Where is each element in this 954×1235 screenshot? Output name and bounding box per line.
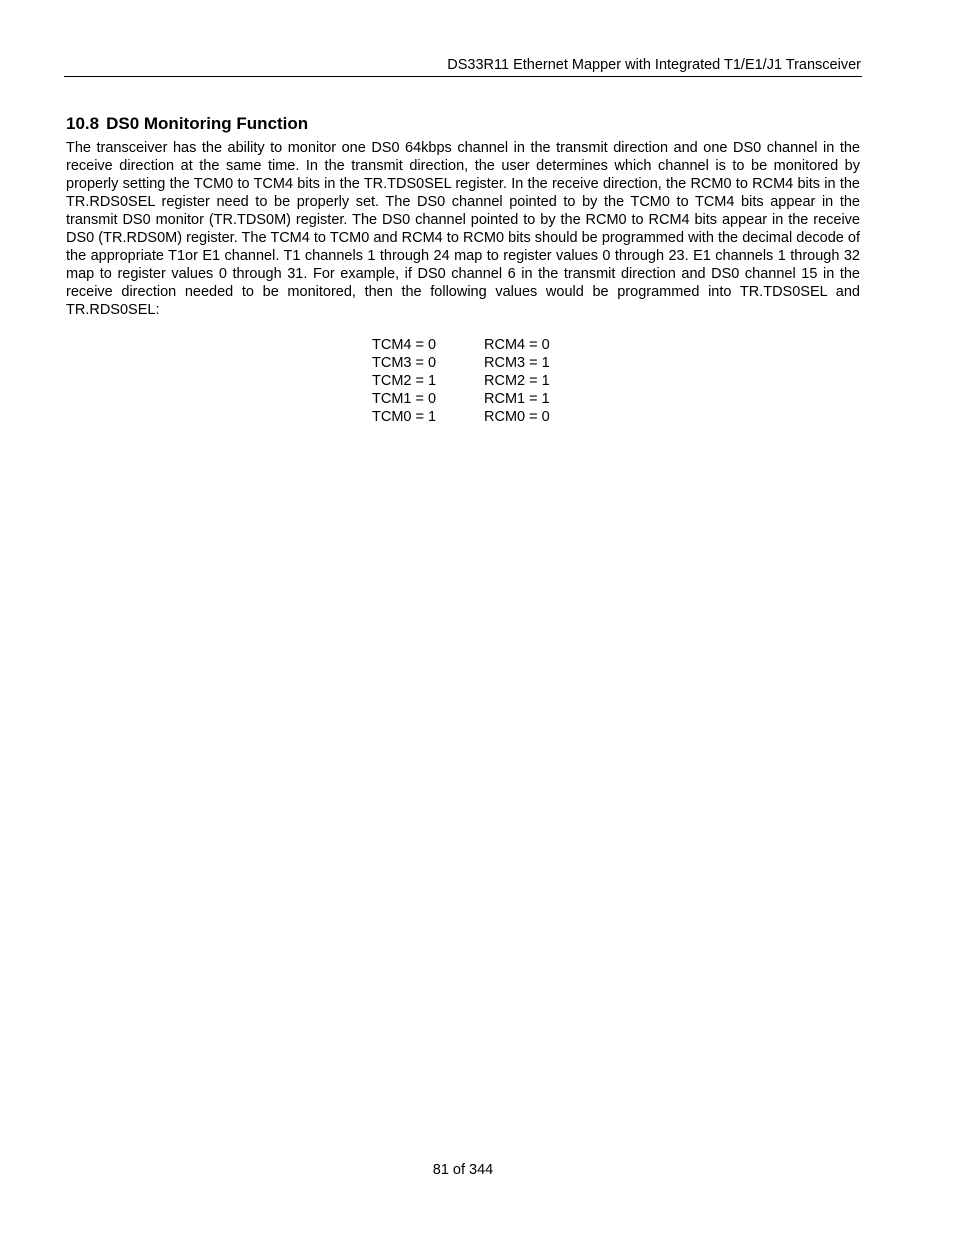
register-values-table	[372, 336, 550, 426]
section-paragraph: The transceiver has the ability to monitor one DS0 64kbps channel in the transmit direction and one DS0 channel in the receive direction at the same time. In the transmit direction, the user determines which channel is to be monitored by properly setting the TCM0 to TCM4 bits in the TR.TDS0SEL register. In the receive direction, the RCM0 to RCM4 bits in the TR.RDS0SEL register need to be properly set. The DS0 channel pointed to by the TCM0 to TCM4 bits appear in the transmit DS0 monitor (TR.TDS0M) register. The DS0 channel pointed to by the RCM0 to RCM4 bits appear in the receive DS0 (TR.RDS0M) register. The TCM4 to TCM0 and RCM4 to RCM0 bits should be programmed with the decimal decode of the appropriate T1or E1 channel. T1 channels 1 through 24 map to register values 0 through 23. E1 channels 1 through 32 map to register values 0 through 31. For example, if DS0 channel 6 in the transmit direction and DS0 channel 15 in the receive direction needed to be monitored, then the following values would be programmed into TR.TDS0SEL and TR.RDS0SEL:	[66, 140, 860, 318]
page-header-title: DS33R11 Ethernet Mapper with Integrated T1/E1/J1 Transceiver	[447, 57, 861, 73]
section-heading	[66, 114, 308, 134]
rcm-value: RCM4 = 0	[484, 337, 550, 353]
section-number: 10.8	[66, 114, 100, 133]
rcm-value: RCM0 = 0	[484, 409, 550, 425]
tcm-value: TCM2 = 1	[372, 373, 437, 389]
rcm-value: RCM1 = 1	[484, 391, 550, 407]
table-row	[372, 408, 550, 426]
table-row	[372, 336, 550, 354]
rcm-value: RCM2 = 1	[484, 373, 550, 389]
tcm-value: TCM4 = 0	[372, 337, 437, 353]
table-row	[372, 390, 550, 408]
rcm-value: RCM3 = 1	[484, 355, 550, 371]
page-number: 81 of 344	[432, 1162, 494, 1178]
tcm-value: TCM1 = 0	[372, 391, 437, 407]
table-row	[372, 354, 550, 372]
table-row	[372, 372, 550, 390]
tcm-value: TCM3 = 0	[372, 355, 437, 371]
section-title: DS0 Monitoring Function	[106, 114, 309, 133]
header-divider	[64, 76, 862, 77]
tcm-value: TCM0 = 1	[372, 409, 437, 425]
